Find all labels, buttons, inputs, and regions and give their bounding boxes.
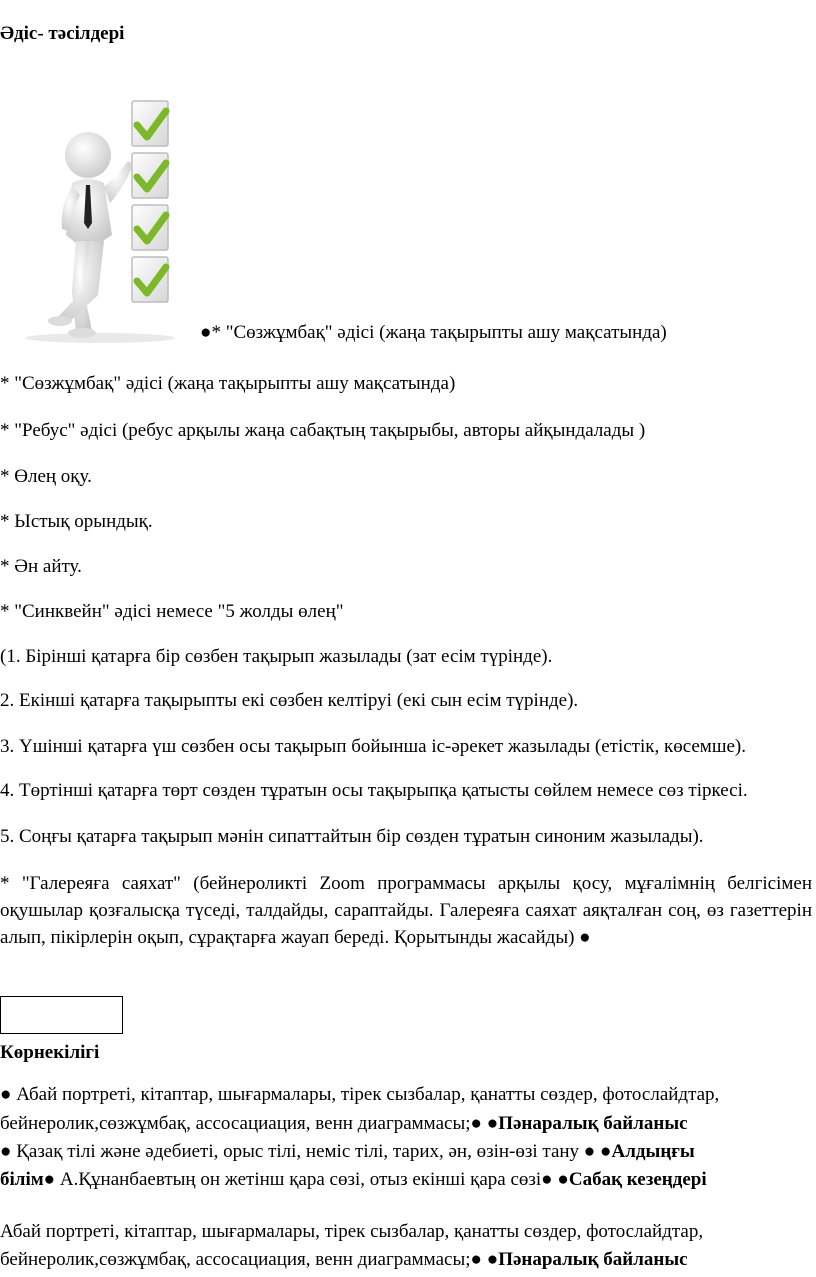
repeat-visuals-line: Абай портреті, кітаптар, шығармалары, тірек сызбалар, қанатты сөздер, фотослайдтар, [0,1221,704,1242]
visuals-line: ● Абай портреті, кітаптар, шығармалары, тірек сызбалар, қанатты сөздер, фотослайдтар, [0,1084,720,1105]
cinquain-step: 2. Екінші қатарға тақырыпты екі сөзбен келтіруі (екі сын есім түрінде). [0,690,579,711]
repeat-interdisciplinary-heading: Пәнаралық байланыс [498,1249,688,1270]
page-title: Әдіс- тәсілдері [0,23,125,44]
interdisciplinary-heading: Пәнаралық байланыс [498,1113,688,1134]
repeat-visuals-text: бейнеролик,сөзжұмбақ, ассосациация, венн диаграммасы;● ● [0,1249,499,1270]
visuals-line [0,1112,688,1136]
visuals-heading: Көрнекілігі [0,1042,100,1063]
method-item: * Өлең оқу. [0,466,92,487]
prior-knowledge-text: ● А.Құнанбаевтың он жетінш қара сөзі, отыз екінші қара сөзі● ● [43,1169,569,1190]
method-item: * Ән айту. [0,556,82,577]
cinquain-step: 5. Соңғы қатарға тақырып мәнін сипаттайтын бір сөзден тұратын синоним жазылады). [0,826,704,847]
prior-knowledge-heading: Алдыңғы [611,1141,695,1162]
prior-knowledge-heading-cont: білім [0,1169,44,1190]
checklist-figure-illustration [0,95,200,345]
prior-knowledge-line [0,1168,707,1192]
interdisciplinary-line [0,1140,695,1164]
method-item: * "Сөзжұмбақ" әдісі (жаңа тақырыпты ашу мақсатында) [0,373,456,394]
method-item: * "Синквейн" әдісі немесе "5 жолды өлең" [0,601,344,622]
interdisciplinary-text: ● Қазақ тілі және әдебиеті, орыс тілі, неміс тілі, тарих, ән, өзін-өзі тану ● ● [0,1141,612,1162]
cinquain-step: (1. Бірінші қатарға бір сөзбен тақырып жазылады (зат есім түрінде). [0,646,553,667]
visuals-text: бейнеролик,сөзжұмбақ, ассосациация, венн диаграммасы;● ● [0,1113,499,1134]
repeat-visuals-line [0,1248,688,1272]
cinquain-step: 4. Төртінші қатарға төрт сөзден тұратын осы тақырыпқа қатысты сөйлем немесе сөз тіркесі. [0,780,748,801]
gallery-paragraph: * "Галереяға саяхат" (бейнероликті Zoom программасы арқылы қосу, мұғалімнің белгісімен оқушылар қозғалысқа түседі, талдайды, сараптайды. Галереяға саяхат аяқталған соң, өз газеттерін алып, пікірлерін оқып, сұрақтарға жауап береді. Қорытынды жасайды) ● [0,873,812,948]
image-caption: ●* "Сөзжұмбақ" әдісі (жаңа тақырыпты ашу мақсатында) [200,322,667,343]
checklist-figure-icon [0,95,200,345]
method-item: * "Ребус" әдісі (ребус арқылы жаңа сабақтың тақырыбы, авторы айқындалады ) [0,420,646,441]
lesson-stages-heading: Сабақ кезеңдері [568,1169,707,1190]
method-item: * Ыстық орындық. [0,511,153,532]
cinquain-step: 3. Үшінші қатарға үш сөзбен осы тақырып бойынша іс-әрекет жазылады (етістік, көсемше). [0,736,746,757]
empty-frame [0,996,123,1034]
